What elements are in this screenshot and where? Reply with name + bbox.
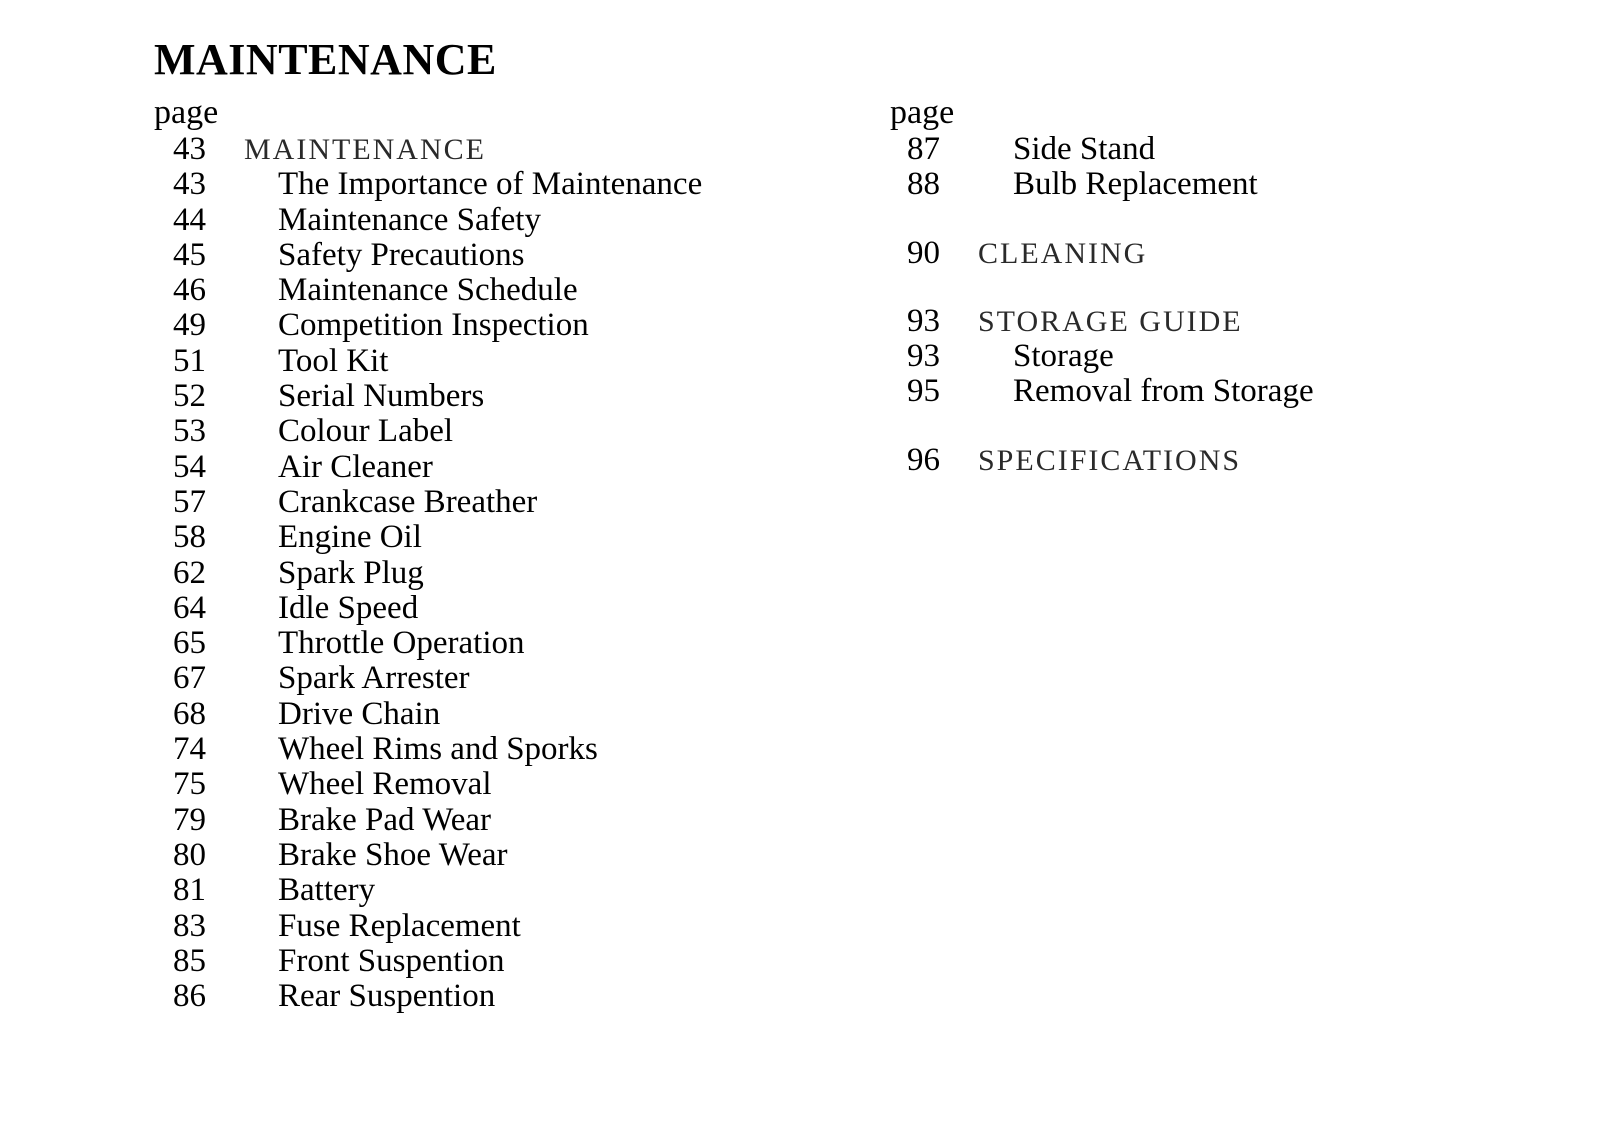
toc-page-number: 83 xyxy=(173,907,206,944)
toc-page-number: 49 xyxy=(173,307,206,344)
toc-entry-row[interactable] xyxy=(154,944,794,979)
toc-entry-row[interactable] xyxy=(154,308,794,343)
toc-entry-row[interactable] xyxy=(154,520,794,555)
toc-entry-title: Fuse Replacement xyxy=(278,907,521,944)
toc-spacer xyxy=(890,203,1450,236)
toc-page-number: 67 xyxy=(173,660,206,697)
toc-right-column xyxy=(890,96,1450,478)
toc-entry-title: Bulb Replacement xyxy=(1013,166,1258,203)
toc-entry-title: Front Suspention xyxy=(278,942,505,979)
toc-entry-row[interactable] xyxy=(154,803,794,838)
page-column-header: page xyxy=(890,94,955,131)
toc-page-number: 96 xyxy=(907,441,940,478)
toc-entry-title: Battery xyxy=(278,872,376,909)
toc-entry-row[interactable] xyxy=(154,697,794,732)
toc-page-number: 80 xyxy=(173,836,206,873)
toc-section-title: MAINTENANCE xyxy=(244,133,486,166)
toc-entry-row[interactable] xyxy=(154,767,794,802)
toc-page-number: 46 xyxy=(173,272,206,309)
toc-page-number: 53 xyxy=(173,413,206,450)
toc-section-title: SPECIFICATIONS xyxy=(978,443,1242,477)
toc-page-number: 51 xyxy=(173,342,206,379)
toc-page-number: 74 xyxy=(173,731,206,768)
toc-page-number: 58 xyxy=(173,519,206,556)
toc-entry-title: Throttle Operation xyxy=(278,625,525,662)
toc-section-row[interactable] xyxy=(890,236,1450,271)
toc-page-number: 54 xyxy=(173,448,206,485)
toc-entry-title: Brake Pad Wear xyxy=(278,801,491,838)
toc-entry-row[interactable] xyxy=(154,450,794,485)
toc-entry-title: Engine Oil xyxy=(278,519,422,556)
toc-entry-row[interactable] xyxy=(154,203,794,238)
toc-page-number: 64 xyxy=(173,589,206,626)
toc-page-number: 44 xyxy=(173,201,206,238)
toc-page-number: 93 xyxy=(907,302,940,339)
toc-entry-title: Maintenance Safety xyxy=(278,201,541,238)
toc-page-number: 86 xyxy=(173,978,206,1015)
toc-entry-title: Removal from Storage xyxy=(1013,373,1314,410)
toc-list xyxy=(890,132,1450,478)
toc-page-number: 57 xyxy=(173,483,206,520)
toc-spacer xyxy=(890,410,1450,443)
toc-entry-row[interactable] xyxy=(154,732,794,767)
toc-entry-row[interactable] xyxy=(154,273,794,308)
toc-entry-title: Brake Shoe Wear xyxy=(278,836,508,873)
toc-page-number: 79 xyxy=(173,801,206,838)
toc-page-number: 87 xyxy=(907,131,940,167)
toc-entry-row[interactable] xyxy=(154,909,794,944)
toc-page-number: 45 xyxy=(173,236,206,273)
page-column-header: page xyxy=(154,94,219,131)
toc-entry-row[interactable] xyxy=(154,238,794,273)
toc-entry-title: Serial Numbers xyxy=(278,378,485,415)
toc-entry-row[interactable] xyxy=(890,374,1450,409)
toc-section-row[interactable] xyxy=(154,132,794,167)
toc-page-number: 85 xyxy=(173,942,206,979)
toc-entry-row[interactable] xyxy=(890,132,1450,167)
toc-entry-title: Air Cleaner xyxy=(278,448,433,485)
toc-entry-row[interactable] xyxy=(154,626,794,661)
toc-section-row[interactable] xyxy=(890,443,1450,478)
toc-page-number: 65 xyxy=(173,625,206,662)
toc-entry-row[interactable] xyxy=(154,167,794,202)
toc-entry-title: Safety Precautions xyxy=(278,236,525,273)
toc-section-title: CLEANING xyxy=(978,236,1148,270)
toc-entry-title: Spark Plug xyxy=(278,554,424,591)
toc-entry-title: Drive Chain xyxy=(278,695,441,732)
toc-entry-title: The Importance of Maintenance xyxy=(278,166,703,203)
toc-entry-title: Idle Speed xyxy=(278,589,419,626)
toc-entry-row[interactable] xyxy=(154,838,794,873)
toc-entry-title: Spark Arrester xyxy=(278,660,470,697)
toc-entry-title: Wheel Rims and Sporks xyxy=(278,731,598,768)
toc-entry-row[interactable] xyxy=(154,591,794,626)
toc-page-number: 93 xyxy=(907,338,940,375)
toc-page-number: 75 xyxy=(173,766,206,803)
toc-page-number: 52 xyxy=(173,378,206,415)
toc-entry-title: Wheel Removal xyxy=(278,766,492,803)
toc-page-number: 43 xyxy=(173,166,206,203)
toc-section-row[interactable] xyxy=(890,304,1450,339)
toc-entry-title: Competition Inspection xyxy=(278,307,589,344)
toc-entry-title: Tool Kit xyxy=(278,342,389,379)
toc-entry-row[interactable] xyxy=(154,379,794,414)
toc-entry-title: Crankcase Breather xyxy=(278,483,538,520)
toc-page-number: 43 xyxy=(173,131,206,167)
toc-left-column xyxy=(154,96,794,1014)
toc-entry-title: Rear Suspention xyxy=(278,978,496,1015)
toc-page-number: 90 xyxy=(907,234,940,271)
toc-page-number: 62 xyxy=(173,554,206,591)
toc-page-number: 68 xyxy=(173,695,206,732)
toc-entry-row[interactable] xyxy=(154,414,794,449)
toc-page-number: 81 xyxy=(173,872,206,909)
page-title: MAINTENANCE xyxy=(154,35,497,84)
toc-entry-row[interactable] xyxy=(890,167,1450,202)
toc-entry-row[interactable] xyxy=(154,556,794,591)
toc-entry-row[interactable] xyxy=(154,873,794,908)
toc-entry-row[interactable] xyxy=(154,979,794,1014)
toc-entry-row[interactable] xyxy=(154,485,794,520)
toc-entry-row[interactable] xyxy=(154,344,794,379)
toc-page-number: 95 xyxy=(907,373,940,410)
toc-entry-row[interactable] xyxy=(890,339,1450,374)
toc-page-number: 88 xyxy=(907,166,940,203)
toc-list xyxy=(154,132,794,1014)
toc-entry-title: Storage xyxy=(1013,338,1114,375)
toc-spacer xyxy=(890,271,1450,304)
toc-entry-row[interactable] xyxy=(154,661,794,696)
toc-entry-title: Colour Label xyxy=(278,413,454,450)
toc-entry-title: Side Stand xyxy=(1013,131,1156,167)
toc-entry-title: Maintenance Schedule xyxy=(278,272,578,309)
toc-section-title: STORAGE GUIDE xyxy=(978,304,1243,338)
